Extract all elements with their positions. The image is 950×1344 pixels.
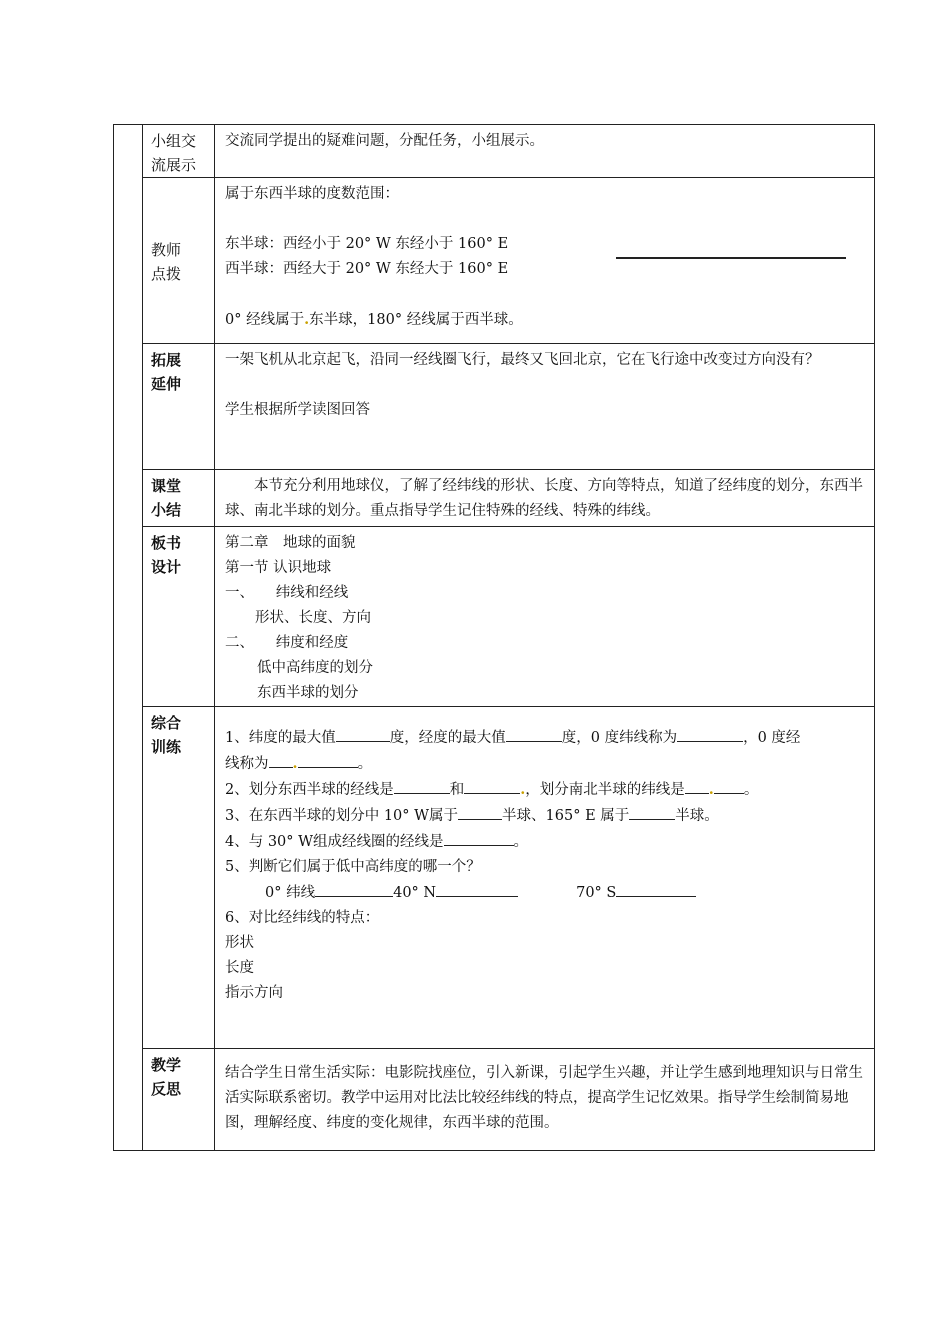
label-line: 教学 [151, 1056, 182, 1074]
question-3: 3、在东西半球的划分中 10° W属于 半球、165° E 属于 半球。 [225, 803, 866, 829]
answer-blank[interactable] [444, 829, 514, 846]
answer-blank[interactable] [616, 880, 696, 897]
label-line: 流展示 [151, 156, 197, 174]
answer-blank[interactable] [458, 803, 502, 820]
drawn-line [616, 257, 846, 259]
label-extension [143, 344, 215, 470]
label-group-display [143, 125, 215, 178]
label-teacher-guide [143, 178, 215, 344]
label-board-design [143, 527, 215, 707]
label-practice [143, 707, 215, 1049]
text-line: 形状 [225, 935, 254, 951]
text-line: 本节充分利用地球仪，了解了经纬线的形状、长度、方向等特点，知道了经纬度的划分，东西半球、南北半球的划分。重点指导学生记住特殊的经线、特殊的纬线。 [225, 478, 863, 519]
text-line: 学生根据所学读图回答 [225, 402, 370, 418]
question-5-items: 0° 纬线 40° N 70° S [225, 880, 866, 906]
row-summary [114, 470, 875, 527]
answer-blank[interactable] [336, 725, 390, 742]
label-line: 课堂 [151, 477, 182, 495]
dot-mark: . [292, 755, 298, 772]
question-2: 2、划分东西半球的经线是 和 .，划分南北半球的纬线是 . 。 [225, 777, 866, 803]
label-line: 点拨 [151, 265, 182, 283]
label-line: 小结 [151, 501, 182, 519]
content-practice [215, 707, 875, 1049]
dot-mark: . [708, 781, 714, 798]
content-summary [215, 470, 875, 527]
answer-blank[interactable] [315, 880, 393, 897]
answer-blank[interactable] [677, 725, 743, 742]
label-line: 小组交 [151, 132, 197, 150]
label-line: 板书 [151, 534, 182, 552]
question-5: 5、判断它们属于低中高纬度的哪一个？ [225, 859, 481, 875]
text-line: 长度 [225, 960, 254, 976]
row-group-display [114, 125, 875, 178]
label-line: 反思 [151, 1080, 182, 1098]
content-board-design [215, 527, 875, 707]
text-line: 第二章 地球的面貌 [225, 535, 356, 551]
question-1: 1、纬度的最大值 度，经度的最大值 度，0 度纬线称为 ，0 度经 [225, 725, 866, 751]
text-line: 交流同学提出的疑难问题，分配任务，小组展示。 [225, 133, 544, 149]
dot-mark: . [520, 781, 526, 798]
answer-blank[interactable] [714, 777, 744, 794]
dot-mark: . [304, 311, 310, 328]
label-reflection [143, 1049, 215, 1151]
answer-blank[interactable] [269, 751, 293, 768]
text-line: 指示方向 [225, 985, 283, 1001]
answer-blank[interactable] [436, 880, 518, 897]
text-line: 结合学生日常生活实际：电影院找座位，引入新课，引起学生兴趣，并让学生感到地理知识与日常生活实际联系密切。教学中运用对比法比较经纬线的特点，提高学生记忆效果。指导学生绘制简易地图，理解经度、纬度的变化规律，东西半球的范围。 [225, 1065, 863, 1131]
content-reflection [215, 1049, 875, 1151]
row-reflection [114, 1049, 875, 1151]
text-line: 第一节 认识地球 [225, 560, 332, 576]
text-line: 西半球：西经大于 20° W 东经大于 160° E [225, 261, 509, 277]
left-margin-cell [114, 125, 143, 1151]
text-line: 0° 经线属于.东半球，180° 经线属于西半球。 [225, 311, 523, 328]
answer-blank[interactable] [464, 777, 520, 794]
answer-blank[interactable] [298, 751, 358, 768]
label-line: 设计 [151, 558, 182, 576]
text-line: 形状、长度、方向 [255, 610, 371, 626]
label-line: 延伸 [151, 375, 182, 393]
answer-blank[interactable] [506, 725, 562, 742]
answer-blank[interactable] [394, 777, 450, 794]
label-line: 综合 [151, 714, 182, 732]
row-extension [114, 344, 875, 470]
label-line: 训练 [151, 738, 182, 756]
row-teacher-guide [114, 178, 875, 344]
text-line: 一、 纬线和经线 [225, 585, 349, 601]
question-1-cont: 线称为 . 。 [225, 751, 866, 777]
label-summary [143, 470, 215, 527]
content-group-display [215, 125, 875, 178]
label-line: 教师 [151, 241, 182, 259]
question-4: 4、与 30° W组成经线圈的经线是 。 [225, 829, 866, 855]
answer-blank[interactable] [629, 803, 675, 820]
row-board-design [114, 527, 875, 707]
text-line: 属于东西半球的度数范围： [225, 186, 399, 202]
content-extension [215, 344, 875, 470]
row-practice [114, 707, 875, 1049]
label-line: 拓展 [151, 351, 182, 369]
text-line: 低中高纬度的划分 [257, 660, 373, 676]
content-teacher-guide [215, 178, 875, 344]
question-6: 6、对比经纬线的特点： [225, 910, 380, 926]
answer-blank[interactable] [685, 777, 709, 794]
text-line: 东西半球的划分 [257, 685, 359, 701]
lesson-plan-table [113, 124, 875, 1151]
text-line: 东半球：西经小于 20° W 东经小于 160° E [225, 236, 509, 252]
text-line: 一架飞机从北京起飞，沿同一经线圈飞行，最终又飞回北京，它在飞行途中改变过方向没有？ [225, 352, 820, 368]
text-line: 二、 纬度和经度 [225, 635, 349, 651]
